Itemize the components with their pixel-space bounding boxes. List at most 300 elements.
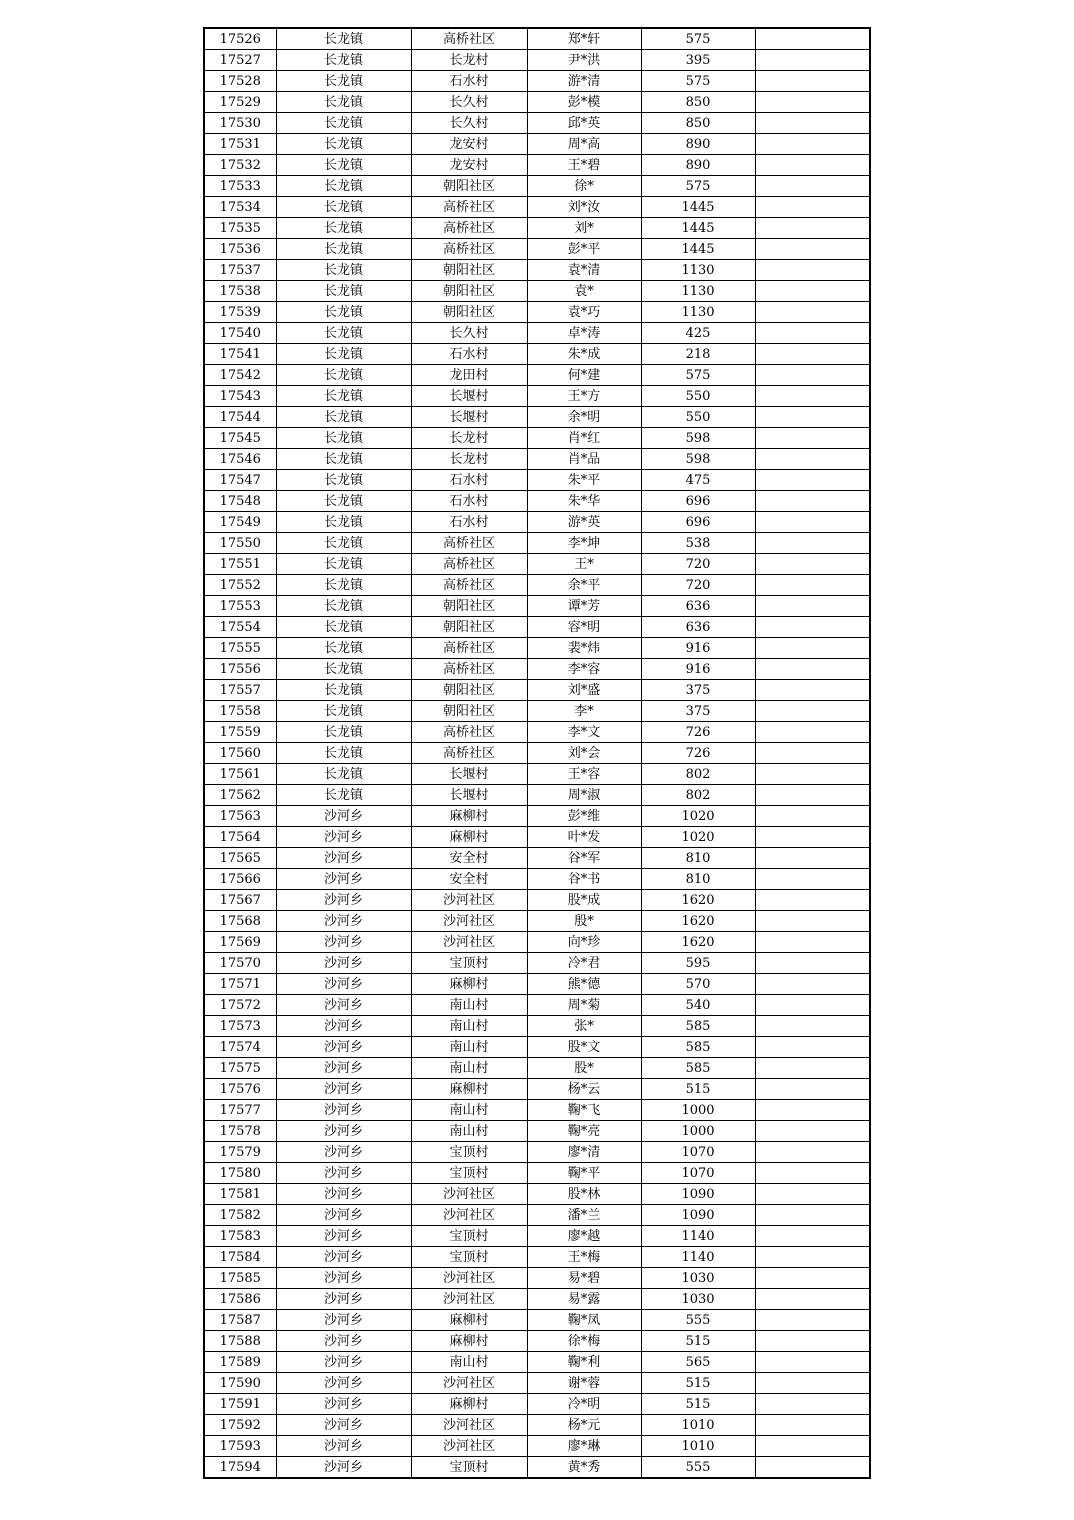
town-cell: 沙河乡	[276, 1457, 411, 1479]
remark-cell	[755, 1016, 870, 1037]
table-row	[204, 1121, 870, 1142]
record-number-cell: 17576	[204, 1079, 276, 1100]
table-row	[204, 1373, 870, 1394]
village-cell: 安全村	[411, 869, 527, 890]
village-cell: 宝顶村	[411, 1142, 527, 1163]
remark-cell	[755, 575, 870, 596]
town-cell: 长龙镇	[276, 764, 411, 785]
table-row	[204, 848, 870, 869]
town-cell: 长龙镇	[276, 449, 411, 470]
amount-cell: 1010	[641, 1415, 755, 1436]
record-number-cell: 17552	[204, 575, 276, 596]
amount-cell: 1030	[641, 1268, 755, 1289]
amount-cell: 598	[641, 449, 755, 470]
town-cell: 沙河乡	[276, 911, 411, 932]
village-cell: 南山村	[411, 1058, 527, 1079]
village-cell: 高桥社区	[411, 575, 527, 596]
name-cell: 冷*明	[527, 1394, 641, 1415]
name-cell: 裴*炜	[527, 638, 641, 659]
village-cell: 高桥社区	[411, 28, 527, 50]
village-cell: 石水村	[411, 344, 527, 365]
town-cell: 长龙镇	[276, 785, 411, 806]
town-cell: 沙河乡	[276, 932, 411, 953]
town-cell: 长龙镇	[276, 638, 411, 659]
remark-cell	[755, 28, 870, 50]
village-cell: 高桥社区	[411, 533, 527, 554]
record-number-cell: 17545	[204, 428, 276, 449]
remark-cell	[755, 680, 870, 701]
record-number-cell: 17544	[204, 407, 276, 428]
remark-cell	[755, 92, 870, 113]
record-number-cell: 17560	[204, 743, 276, 764]
record-number-cell: 17527	[204, 50, 276, 71]
record-number-cell: 17562	[204, 785, 276, 806]
table-row	[204, 1457, 870, 1479]
town-cell: 长龙镇	[276, 701, 411, 722]
remark-cell	[755, 470, 870, 491]
record-number-cell: 17559	[204, 722, 276, 743]
remark-cell	[755, 1100, 870, 1121]
amount-cell: 550	[641, 386, 755, 407]
remark-cell	[755, 197, 870, 218]
name-cell: 股*	[527, 1058, 641, 1079]
remark-cell	[755, 1184, 870, 1205]
remark-cell	[755, 764, 870, 785]
town-cell: 长龙镇	[276, 197, 411, 218]
table-row	[204, 1310, 870, 1331]
record-number-cell: 17526	[204, 28, 276, 50]
town-cell: 沙河乡	[276, 1121, 411, 1142]
village-cell: 高桥社区	[411, 659, 527, 680]
amount-cell: 538	[641, 533, 755, 554]
village-cell: 宝顶村	[411, 1226, 527, 1247]
name-cell: 彭*模	[527, 92, 641, 113]
remark-cell	[755, 113, 870, 134]
table-row	[204, 575, 870, 596]
remark-cell	[755, 1352, 870, 1373]
table-row	[204, 659, 870, 680]
record-number-cell: 17590	[204, 1373, 276, 1394]
town-cell: 长龙镇	[276, 92, 411, 113]
remark-cell	[755, 1373, 870, 1394]
remark-cell	[755, 218, 870, 239]
amount-cell: 890	[641, 134, 755, 155]
name-cell: 王*容	[527, 764, 641, 785]
table-row	[204, 1247, 870, 1268]
village-cell: 宝顶村	[411, 1163, 527, 1184]
table-row	[204, 239, 870, 260]
remark-cell	[755, 848, 870, 869]
town-cell: 沙河乡	[276, 1016, 411, 1037]
amount-cell: 802	[641, 785, 755, 806]
remark-cell	[755, 1310, 870, 1331]
record-number-cell: 17554	[204, 617, 276, 638]
record-number-cell: 17537	[204, 260, 276, 281]
amount-cell: 850	[641, 92, 755, 113]
record-number-cell: 17586	[204, 1289, 276, 1310]
town-cell: 长龙镇	[276, 239, 411, 260]
table-row	[204, 617, 870, 638]
name-cell: 王*	[527, 554, 641, 575]
village-cell: 长龙村	[411, 50, 527, 71]
amount-cell: 515	[641, 1394, 755, 1415]
village-cell: 高桥社区	[411, 554, 527, 575]
table-row	[204, 134, 870, 155]
village-cell: 高桥社区	[411, 743, 527, 764]
record-number-cell: 17566	[204, 869, 276, 890]
amount-cell: 1130	[641, 281, 755, 302]
amount-cell: 636	[641, 596, 755, 617]
remark-cell	[755, 785, 870, 806]
name-cell: 谷*军	[527, 848, 641, 869]
amount-cell: 1090	[641, 1184, 755, 1205]
record-number-cell: 17538	[204, 281, 276, 302]
name-cell: 郑*轩	[527, 28, 641, 50]
village-cell: 安全村	[411, 848, 527, 869]
record-number-cell: 17548	[204, 491, 276, 512]
remark-cell	[755, 1205, 870, 1226]
village-cell: 沙河社区	[411, 1268, 527, 1289]
record-number-cell: 17563	[204, 806, 276, 827]
table-row	[204, 1163, 870, 1184]
amount-cell: 1620	[641, 890, 755, 911]
name-cell: 股*文	[527, 1037, 641, 1058]
village-cell: 麻柳村	[411, 974, 527, 995]
village-cell: 麻柳村	[411, 1394, 527, 1415]
record-number-cell: 17584	[204, 1247, 276, 1268]
remark-cell	[755, 806, 870, 827]
village-cell: 沙河社区	[411, 1205, 527, 1226]
remark-cell	[755, 155, 870, 176]
record-number-cell: 17589	[204, 1352, 276, 1373]
town-cell: 沙河乡	[276, 1142, 411, 1163]
town-cell: 长龙镇	[276, 134, 411, 155]
record-number-cell: 17531	[204, 134, 276, 155]
name-cell: 杨*云	[527, 1079, 641, 1100]
record-number-cell: 17533	[204, 176, 276, 197]
record-number-cell: 17534	[204, 197, 276, 218]
remark-cell	[755, 1394, 870, 1415]
town-cell: 长龙镇	[276, 596, 411, 617]
town-cell: 沙河乡	[276, 1436, 411, 1457]
table-row	[204, 155, 870, 176]
table-row	[204, 638, 870, 659]
table-row	[204, 491, 870, 512]
amount-cell: 1140	[641, 1226, 755, 1247]
village-cell: 沙河社区	[411, 890, 527, 911]
amount-cell: 595	[641, 953, 755, 974]
record-number-cell: 17539	[204, 302, 276, 323]
record-number-cell: 17580	[204, 1163, 276, 1184]
amount-cell: 1000	[641, 1100, 755, 1121]
name-cell: 周*菊	[527, 995, 641, 1016]
town-cell: 沙河乡	[276, 1289, 411, 1310]
amount-cell: 598	[641, 428, 755, 449]
town-cell: 沙河乡	[276, 1373, 411, 1394]
amount-cell: 916	[641, 659, 755, 680]
town-cell: 长龙镇	[276, 323, 411, 344]
amount-cell: 696	[641, 491, 755, 512]
amount-cell: 1445	[641, 218, 755, 239]
town-cell: 长龙镇	[276, 281, 411, 302]
town-cell: 沙河乡	[276, 1058, 411, 1079]
record-number-cell: 17575	[204, 1058, 276, 1079]
town-cell: 沙河乡	[276, 827, 411, 848]
remark-cell	[755, 386, 870, 407]
record-number-cell: 17577	[204, 1100, 276, 1121]
remark-cell	[755, 1226, 870, 1247]
name-cell: 朱*华	[527, 491, 641, 512]
village-cell: 南山村	[411, 1037, 527, 1058]
table-row	[204, 1184, 870, 1205]
table-row	[204, 512, 870, 533]
record-number-cell: 17530	[204, 113, 276, 134]
remark-cell	[755, 239, 870, 260]
name-cell: 股*成	[527, 890, 641, 911]
remark-cell	[755, 407, 870, 428]
town-cell: 沙河乡	[276, 1352, 411, 1373]
amount-cell: 810	[641, 848, 755, 869]
remark-cell	[755, 71, 870, 92]
village-cell: 长久村	[411, 323, 527, 344]
table-row	[204, 1331, 870, 1352]
town-cell: 长龙镇	[276, 491, 411, 512]
table-row	[204, 323, 870, 344]
table-row	[204, 722, 870, 743]
village-cell: 沙河社区	[411, 1289, 527, 1310]
amount-cell: 565	[641, 1352, 755, 1373]
amount-cell: 850	[641, 113, 755, 134]
table-row	[204, 28, 870, 50]
village-cell: 宝顶村	[411, 1457, 527, 1479]
remark-cell	[755, 995, 870, 1016]
remark-cell	[755, 1142, 870, 1163]
name-cell: 潘*兰	[527, 1205, 641, 1226]
village-cell: 宝顶村	[411, 1247, 527, 1268]
remark-cell	[755, 428, 870, 449]
record-number-cell: 17564	[204, 827, 276, 848]
village-cell: 朝阳社区	[411, 680, 527, 701]
table-row	[204, 302, 870, 323]
amount-cell: 1020	[641, 806, 755, 827]
village-cell: 朝阳社区	[411, 260, 527, 281]
amount-cell: 1620	[641, 911, 755, 932]
record-number-cell: 17558	[204, 701, 276, 722]
name-cell: 廖*琳	[527, 1436, 641, 1457]
town-cell: 沙河乡	[276, 848, 411, 869]
name-cell: 彭*平	[527, 239, 641, 260]
town-cell: 长龙镇	[276, 512, 411, 533]
table-row	[204, 995, 870, 1016]
name-cell: 彭*维	[527, 806, 641, 827]
village-cell: 麻柳村	[411, 827, 527, 848]
remark-cell	[755, 1268, 870, 1289]
name-cell: 袁*巧	[527, 302, 641, 323]
name-cell: 谢*蓉	[527, 1373, 641, 1394]
remark-cell	[755, 491, 870, 512]
table-row	[204, 1226, 870, 1247]
record-number-cell: 17549	[204, 512, 276, 533]
town-cell: 长龙镇	[276, 71, 411, 92]
remark-cell	[755, 659, 870, 680]
name-cell: 刘*汝	[527, 197, 641, 218]
village-cell: 南山村	[411, 1100, 527, 1121]
village-cell: 朝阳社区	[411, 281, 527, 302]
town-cell: 长龙镇	[276, 428, 411, 449]
name-cell: 余*平	[527, 575, 641, 596]
name-cell: 游*清	[527, 71, 641, 92]
record-number-cell: 17547	[204, 470, 276, 491]
town-cell: 长龙镇	[276, 533, 411, 554]
table-row	[204, 71, 870, 92]
remark-cell	[755, 1436, 870, 1457]
amount-cell: 585	[641, 1016, 755, 1037]
amount-cell: 1020	[641, 827, 755, 848]
town-cell: 沙河乡	[276, 806, 411, 827]
village-cell: 沙河社区	[411, 1415, 527, 1436]
town-cell: 长龙镇	[276, 680, 411, 701]
table-body	[204, 28, 870, 1478]
record-number-cell: 17572	[204, 995, 276, 1016]
remark-cell	[755, 932, 870, 953]
village-cell: 长久村	[411, 92, 527, 113]
remark-cell	[755, 344, 870, 365]
amount-cell: 540	[641, 995, 755, 1016]
remark-cell	[755, 743, 870, 764]
village-cell: 石水村	[411, 71, 527, 92]
table-row	[204, 953, 870, 974]
table-row	[204, 1016, 870, 1037]
village-cell: 高桥社区	[411, 239, 527, 260]
amount-cell: 585	[641, 1058, 755, 1079]
remark-cell	[755, 827, 870, 848]
name-cell: 肖*红	[527, 428, 641, 449]
name-cell: 廖*越	[527, 1226, 641, 1247]
record-number-cell: 17550	[204, 533, 276, 554]
remark-cell	[755, 176, 870, 197]
remark-cell	[755, 1163, 870, 1184]
name-cell: 谭*芳	[527, 596, 641, 617]
remark-cell	[755, 323, 870, 344]
amount-cell: 1445	[641, 197, 755, 218]
record-number-cell: 17535	[204, 218, 276, 239]
town-cell: 沙河乡	[276, 1268, 411, 1289]
name-cell: 李*坤	[527, 533, 641, 554]
remark-cell	[755, 134, 870, 155]
record-number-cell: 17565	[204, 848, 276, 869]
name-cell: 鞠*凤	[527, 1310, 641, 1331]
name-cell: 谷*书	[527, 869, 641, 890]
record-number-cell: 17567	[204, 890, 276, 911]
table-row	[204, 1079, 870, 1100]
table-row	[204, 974, 870, 995]
record-number-cell: 17532	[204, 155, 276, 176]
amount-cell: 575	[641, 176, 755, 197]
amount-cell: 1030	[641, 1289, 755, 1310]
amount-cell: 375	[641, 680, 755, 701]
remark-cell	[755, 722, 870, 743]
village-cell: 南山村	[411, 1352, 527, 1373]
amount-cell: 1445	[641, 239, 755, 260]
town-cell: 长龙镇	[276, 554, 411, 575]
table-row	[204, 932, 870, 953]
village-cell: 沙河社区	[411, 911, 527, 932]
table-row	[204, 50, 870, 71]
table-row	[204, 1205, 870, 1226]
village-cell: 高桥社区	[411, 218, 527, 239]
remark-cell	[755, 596, 870, 617]
table-row	[204, 785, 870, 806]
name-cell: 殷*	[527, 911, 641, 932]
village-cell: 麻柳村	[411, 1079, 527, 1100]
village-cell: 长堰村	[411, 785, 527, 806]
name-cell: 容*明	[527, 617, 641, 638]
village-cell: 麻柳村	[411, 1331, 527, 1352]
amount-cell: 1620	[641, 932, 755, 953]
amount-cell: 636	[641, 617, 755, 638]
record-number-cell: 17570	[204, 953, 276, 974]
amount-cell: 515	[641, 1331, 755, 1352]
table-row	[204, 1352, 870, 1373]
village-cell: 高桥社区	[411, 638, 527, 659]
amount-cell: 696	[641, 512, 755, 533]
remark-cell	[755, 1415, 870, 1436]
name-cell: 廖*清	[527, 1142, 641, 1163]
amount-cell: 575	[641, 28, 755, 50]
amount-cell: 1070	[641, 1163, 755, 1184]
village-cell: 朝阳社区	[411, 176, 527, 197]
record-number-cell: 17594	[204, 1457, 276, 1479]
name-cell: 王*梅	[527, 1247, 641, 1268]
record-number-cell: 17536	[204, 239, 276, 260]
record-number-cell: 17557	[204, 680, 276, 701]
name-cell: 鞠*飞	[527, 1100, 641, 1121]
remark-cell	[755, 953, 870, 974]
village-cell: 沙河社区	[411, 1436, 527, 1457]
table-row	[204, 890, 870, 911]
village-cell: 长堰村	[411, 407, 527, 428]
name-cell: 肖*品	[527, 449, 641, 470]
village-cell: 龙安村	[411, 155, 527, 176]
name-cell: 王*碧	[527, 155, 641, 176]
name-cell: 李*容	[527, 659, 641, 680]
town-cell: 长龙镇	[276, 218, 411, 239]
amount-cell: 550	[641, 407, 755, 428]
village-cell: 南山村	[411, 1121, 527, 1142]
remark-cell	[755, 512, 870, 533]
town-cell: 长龙镇	[276, 743, 411, 764]
village-cell: 龙安村	[411, 134, 527, 155]
record-number-cell: 17546	[204, 449, 276, 470]
remark-cell	[755, 1289, 870, 1310]
amount-cell: 726	[641, 743, 755, 764]
name-cell: 易*露	[527, 1289, 641, 1310]
remark-cell	[755, 365, 870, 386]
village-cell: 沙河社区	[411, 932, 527, 953]
remark-cell	[755, 281, 870, 302]
village-cell: 朝阳社区	[411, 617, 527, 638]
remark-cell	[755, 638, 870, 659]
record-number-cell: 17542	[204, 365, 276, 386]
town-cell: 长龙镇	[276, 617, 411, 638]
record-number-cell: 17561	[204, 764, 276, 785]
remark-cell	[755, 260, 870, 281]
table-row	[204, 743, 870, 764]
village-cell: 石水村	[411, 512, 527, 533]
remark-cell	[755, 617, 870, 638]
record-number-cell: 17588	[204, 1331, 276, 1352]
name-cell: 刘*盛	[527, 680, 641, 701]
